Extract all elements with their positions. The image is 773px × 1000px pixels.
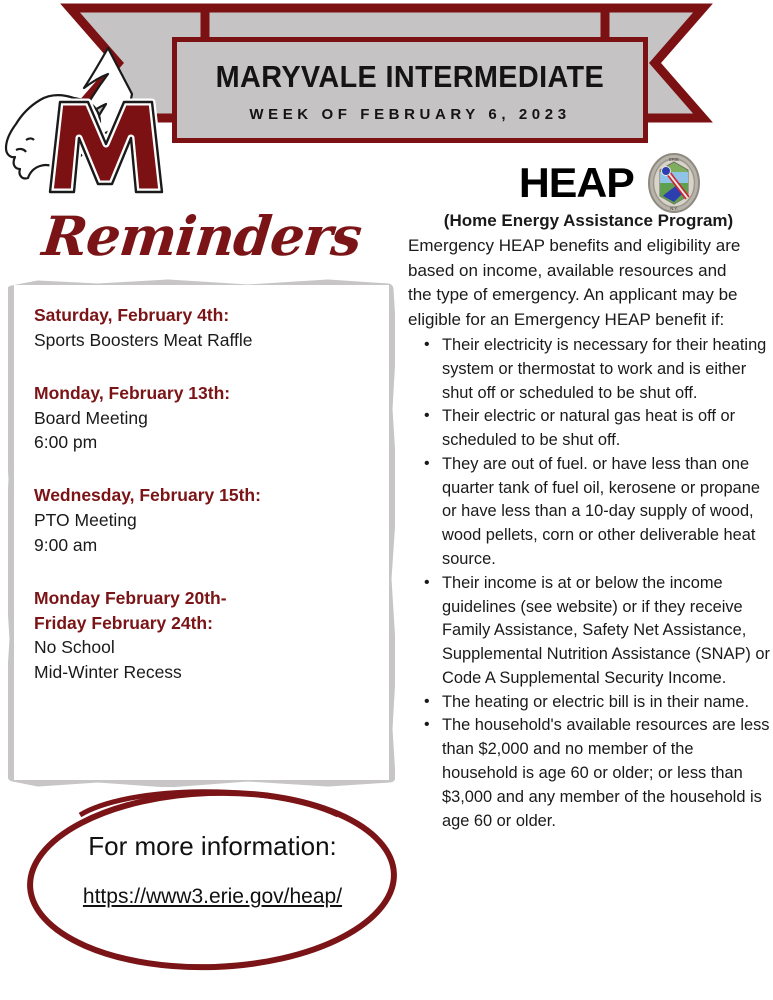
reminder-item [34, 381, 369, 456]
reminder-date-end: Friday February 24th: [34, 612, 213, 633]
bullet-icon: • [424, 407, 430, 425]
reminder-line: Board Meeting [34, 407, 148, 428]
bullet-icon: • [424, 454, 430, 472]
reminder-line: Sports Boosters Meat Raffle [34, 329, 253, 350]
banner-plaque [172, 37, 648, 143]
list-item-text: The heating or electric bill is in their name. [442, 692, 750, 711]
more-information-callout [20, 785, 405, 985]
reminder-item [34, 586, 369, 685]
reminders-heading: Reminders [39, 204, 365, 268]
list-item-text: Their income is at or below the income guidelines (see website) or if they receive Family Assistance, Safety Net Assistance, Supplemental Nutrition Assistance (SNAP) or Code A Supplemental Security Income. [442, 573, 770, 687]
list-item-text: Their electric or natural gas heat is off or scheduled to be shut off. [442, 407, 736, 450]
list-item [420, 405, 773, 453]
page-header [0, 0, 773, 210]
list-item [420, 453, 773, 572]
heap-brand [520, 152, 701, 214]
heap-column [404, 210, 773, 833]
spacer [34, 359, 369, 381]
list-item-text: Their electricity is necessary for their heating system or thermostat to work and is either shut off or scheduled to be shut off. [442, 335, 767, 402]
reminder-line: 6:00 pm [34, 432, 98, 453]
reminder-date: Monday February 20th- [34, 587, 227, 608]
bullet-icon: • [424, 692, 430, 710]
list-item [420, 691, 773, 715]
bullet-icon: • [424, 335, 430, 353]
svg-text:ERIE: ERIE [668, 157, 679, 162]
more-info-title: For more information: [88, 831, 337, 861]
reminder-item [34, 483, 369, 558]
svg-text:N.Y.: N.Y. [669, 206, 678, 211]
list-item [420, 334, 773, 405]
reminders-column [0, 195, 405, 683]
reminder-line: 9:00 am [34, 534, 98, 555]
heap-website-link[interactable]: https://www3.erie.gov/heap/ [82, 885, 343, 908]
heap-intro-paragraph: Emergency HEAP benefits and eligibility are based on income, available resources and the type of emergency. An applicant may be eligible for an Emergency HEAP benefit if: [408, 236, 741, 329]
page-title: MARYVALE INTERMEDIATE [215, 58, 605, 94]
heap-wordmark: HEAP [518, 159, 634, 206]
reminders-box [14, 285, 389, 780]
page-subtitle: WEEK OF FEBRUARY 6, 2023 [249, 105, 571, 123]
reminder-date: Wednesday, February 15th: [34, 485, 261, 506]
bullet-icon: • [424, 573, 430, 591]
reminder-line: No School [34, 637, 115, 658]
list-item-text: The household's available resources are less than $2,000 and no member of the household is age 60 or older; or less than $3,000 and any member of the household is age 60 or older. [442, 716, 770, 830]
list-item [420, 572, 773, 691]
reminder-line: Mid-Winter Recess [34, 662, 182, 683]
spacer [34, 461, 369, 483]
heap-subtitle: (Home Energy Assistance Program) [443, 211, 734, 230]
erie-county-seal [647, 152, 701, 214]
reminder-item [34, 303, 369, 353]
heap-eligibility-list [404, 334, 773, 833]
reminder-date: Saturday, February 4th: [34, 305, 230, 325]
spacer [34, 564, 369, 586]
maryvale-mustang-m-logo [0, 36, 168, 196]
list-item-text: They are out of fuel. or have less than one quarter tank of fuel oil, kerosene or propane or have less than a 10-day supply of wood, wood pellets, corn or other deliverable heat source. [442, 454, 760, 568]
reminder-date: Monday, February 13th: [34, 382, 231, 403]
reminder-line: PTO Meeting [34, 510, 137, 531]
bullet-icon: • [424, 716, 430, 734]
list-item [420, 714, 773, 833]
